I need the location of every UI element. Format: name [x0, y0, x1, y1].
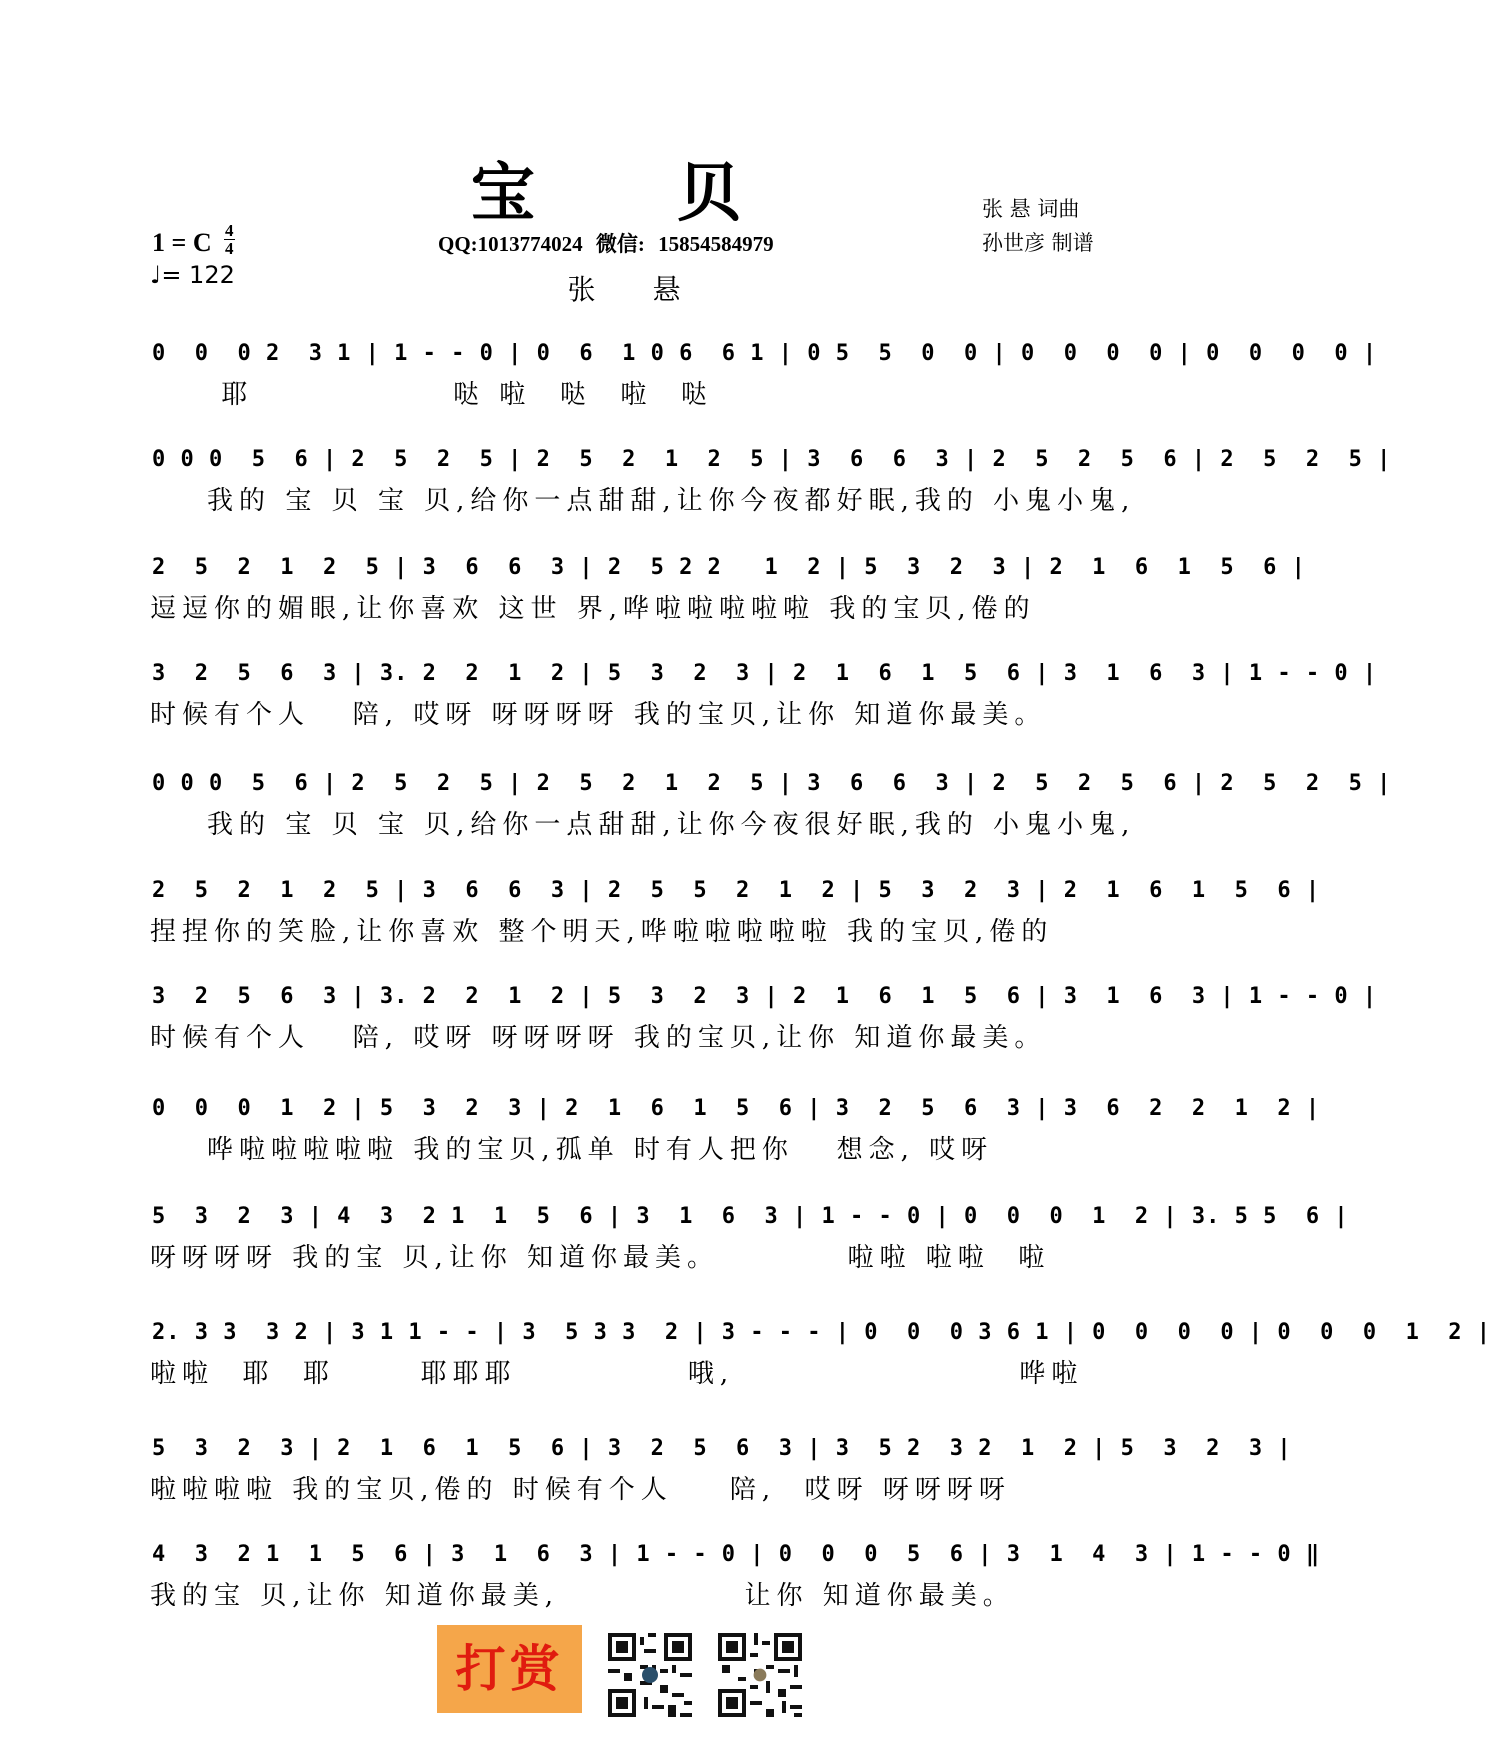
jianpu-notes: 4 3 2 1 1 5 6 | 3 1 6 3 | 1 - - 0 | 0 0 0 5 6 | 3 1 4 3 | 1 - - 0 ‖: [152, 1542, 1321, 1567]
lyrics-line: 耶 哒 啦 哒 啦 哒: [150, 380, 713, 410]
staff-line-11: [150, 1432, 1292, 1510]
staff-line-7: [150, 980, 1378, 1058]
time-signature-bottom: 4: [225, 239, 234, 258]
time-signature-top: 4: [225, 221, 234, 240]
jianpu-notes: 5 3 2 3 | 4 3 2 1 1 5 6 | 3 1 6 3 | 1 - - 0 | 0 0 0 1 2 | 3. 5 5 6 |: [152, 1204, 1349, 1229]
key-signature: 1 = C: [152, 228, 212, 257]
jianpu-notes: 3 2 5 6 3 | 3. 2 2 1 2 | 5 3 2 3 | 2 1 6 1 5 6 | 3 1 6 3 | 1 - - 0 |: [152, 661, 1378, 686]
lyrics-line: 时候有个人 陪, 哎呀 呀呀呀呀 我的宝贝,让你 知道你最美。: [150, 1023, 1047, 1053]
jianpu-notes: 0 0 0 5 6 | 2 5 2 5 | 2 5 2 1 2 5 | 3 6 6 3 | 2 5 2 5 6 | 2 5 2 5 |: [152, 771, 1392, 796]
staff-line-10: [150, 1316, 1491, 1394]
reward-button[interactable]: 打赏: [437, 1625, 582, 1713]
jianpu-notes: 2 5 2 1 2 5 | 3 6 6 3 | 2 5 5 2 1 2 | 5 3 2 3 | 2 1 6 1 5 6 |: [152, 878, 1321, 903]
singer-name: 张 悬: [567, 273, 705, 306]
jianpu-notes: 0 0 0 5 6 | 2 5 2 5 | 2 5 2 1 2 5 | 3 6 6 3 | 2 5 2 5 6 | 2 5 2 5 |: [152, 447, 1392, 472]
jianpu-notes: 5 3 2 3 | 2 1 6 1 5 6 | 3 2 5 6 3 | 3 5 2 3 2 1 2 | 5 3 2 3 |: [152, 1436, 1292, 1461]
lyrics-line: 我的宝 贝,让你 知道你最美, 让你 知道你最美。: [150, 1581, 1015, 1611]
jianpu-notes: 3 2 5 6 3 | 3. 2 2 1 2 | 5 3 2 3 | 2 1 6 1 5 6 | 3 1 6 3 | 1 - - 0 |: [152, 984, 1378, 1009]
contact-info: QQ:1013774024 微信: 15854584979: [438, 232, 774, 256]
staff-line-5: [150, 767, 1392, 845]
staff-line-3: [150, 551, 1306, 629]
tempo-marking: ♩= 122: [150, 261, 235, 289]
staff-line-9: [150, 1200, 1349, 1278]
staff-line-4: [150, 657, 1378, 735]
lyrics-line: 啦啦 耶 耶 耶耶耶 哦, 哗啦: [150, 1359, 1084, 1389]
lyrics-line: 啦啦啦啦 我的宝贝,倦的 时候有个人 陪, 哎呀 呀呀呀呀: [150, 1475, 1011, 1505]
staff-line-12: [150, 1538, 1321, 1616]
lyrics-line: 呀呀呀呀 我的宝 贝,让你 知道你最美。 啦啦 啦啦 啦: [150, 1243, 1051, 1273]
jianpu-notes: 2. 3 3 3 2 | 3 1 1 - - | 3 5 3 3 2 | 3 - - - | 0 0 0 3 6 1 | 0 0 0 0 | 0 0 0 1 2 |: [152, 1320, 1491, 1345]
jianpu-notes: 0 0 0 1 2 | 5 3 2 3 | 2 1 6 1 5 6 | 3 2 5 6 3 | 3 6 2 2 1 2 |: [152, 1096, 1321, 1121]
jianpu-notes: 0 0 0 2 3 1 | 1 - - 0 | 0 6 1 0 6 6 1 | 0 5 5 0 0 | 0 0 0 0 | 0 0 0 0 |: [152, 341, 1378, 366]
lyrics-line: 哗啦啦啦啦啦 我的宝贝,孤单 时有人把你 想念, 哎呀: [150, 1135, 994, 1165]
staff-line-2: [150, 443, 1392, 521]
staff-line-1: [150, 337, 1378, 415]
lyrics-line: 捏捏你的笑脸,让你喜欢 整个明天,哗啦啦啦啦啦 我的宝贝,倦的: [150, 917, 1054, 947]
lyrics-line: 我的 宝 贝 宝 贝,给你一点甜甜,让你今夜都好眠,我的 小鬼小鬼,: [150, 486, 1136, 516]
credit-lyrics-music: 张 悬 词曲: [982, 197, 1080, 221]
lyrics-line: 我的 宝 贝 宝 贝,给你一点甜甜,让你今夜很好眠,我的 小鬼小鬼,: [150, 810, 1136, 840]
credit-arranger: 孙世彦 制谱: [982, 231, 1094, 255]
lyrics-line: 逗逗你的媚眼,让你喜欢 这世 界,哗啦啦啦啦啦 我的宝贝,倦的: [150, 594, 1036, 624]
jianpu-notes: 2 5 2 1 2 5 | 3 6 6 3 | 2 5 2 2 1 2 | 5 3 2 3 | 2 1 6 1 5 6 |: [152, 555, 1306, 580]
qr-code-icon: [716, 1633, 804, 1717]
staff-line-6: [150, 874, 1321, 952]
time-signature: [224, 222, 235, 257]
lyrics-line: 时候有个人 陪, 哎呀 呀呀呀呀 我的宝贝,让你 知道你最美。: [150, 700, 1047, 730]
staff-line-8: [150, 1092, 1321, 1170]
qr-code-icon: [606, 1633, 694, 1717]
song-title: 宝 贝: [470, 156, 802, 231]
